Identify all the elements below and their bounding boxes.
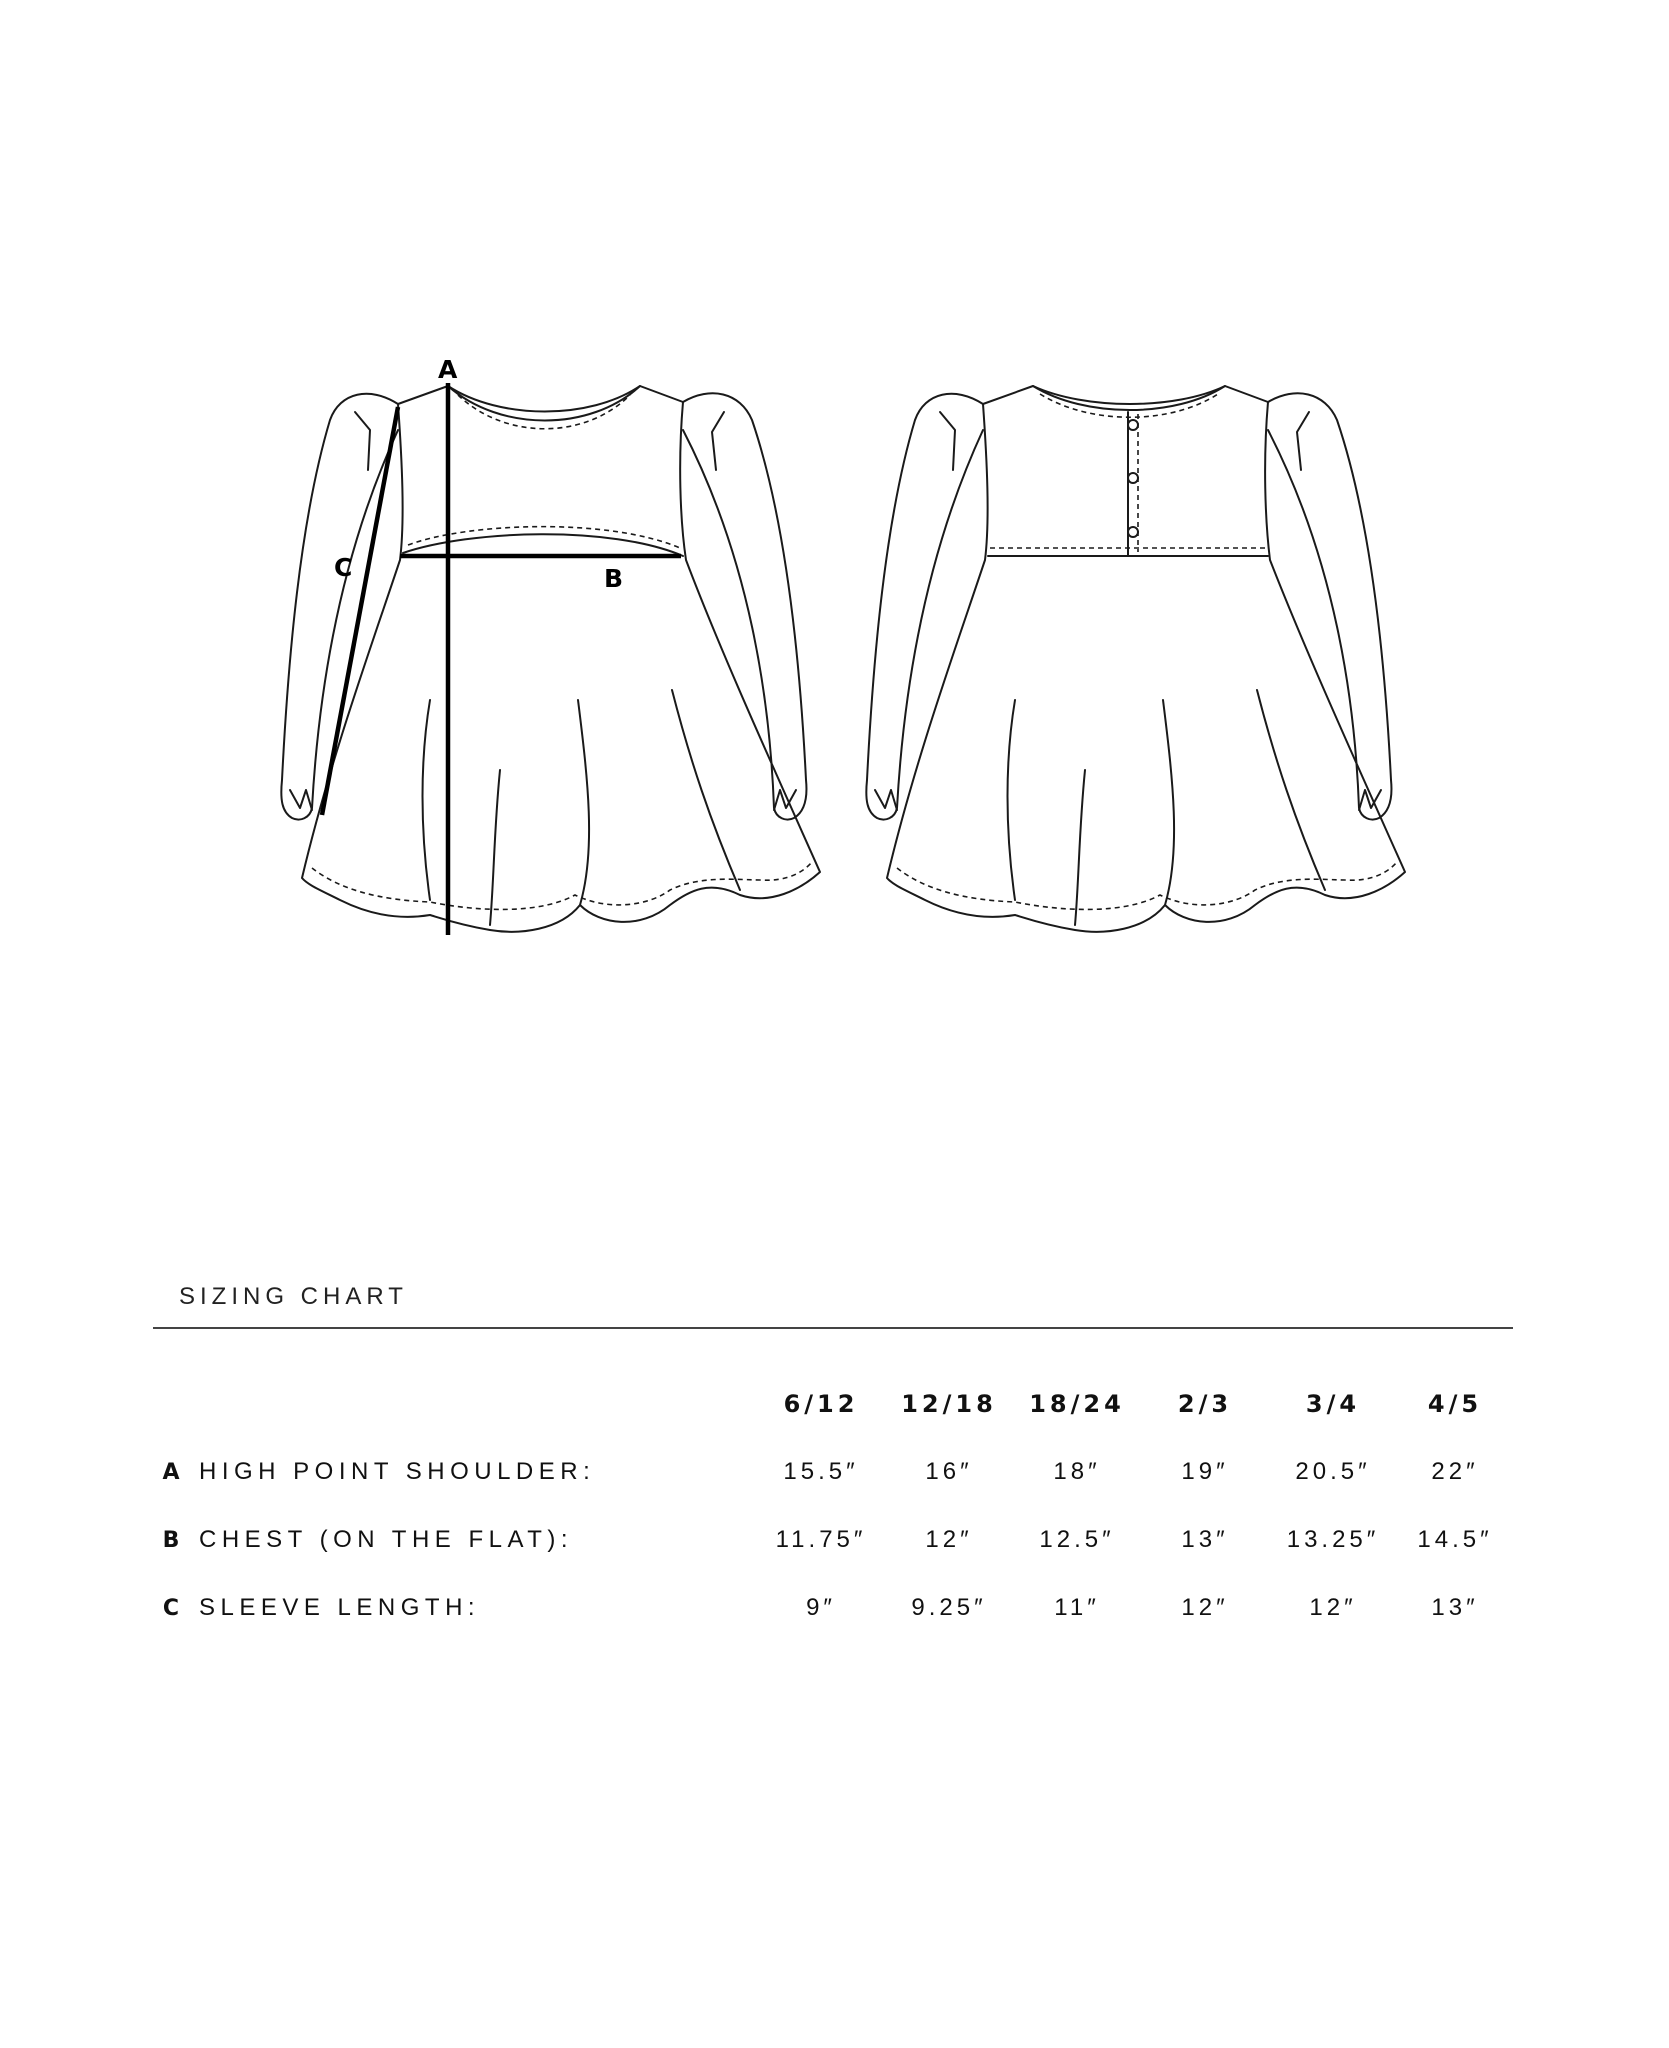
callout-c: C bbox=[334, 553, 353, 582]
button-icon bbox=[1128, 420, 1138, 430]
size-header: 3/4 bbox=[1305, 1390, 1361, 1418]
size-header: 18/24 bbox=[1029, 1390, 1125, 1418]
table-cell: 9″ bbox=[806, 1594, 836, 1621]
measurement-key: C bbox=[162, 1595, 180, 1621]
table-cell: 20.5″ bbox=[1295, 1458, 1371, 1485]
measurement-key: B bbox=[162, 1527, 180, 1553]
button-icon bbox=[1128, 527, 1138, 537]
table-cell: 12″ bbox=[925, 1526, 973, 1553]
measurement-label: CHEST (ON THE FLAT): bbox=[199, 1526, 574, 1553]
table-cell: 13″ bbox=[1181, 1526, 1229, 1553]
table-cell: 13.25″ bbox=[1286, 1526, 1380, 1553]
measurement-key: A bbox=[162, 1459, 180, 1485]
table-cell: 11″ bbox=[1054, 1594, 1100, 1621]
measurement-label: HIGH POINT SHOULDER: bbox=[199, 1458, 596, 1485]
table-cell: 18″ bbox=[1053, 1458, 1101, 1485]
table-cell: 16″ bbox=[925, 1458, 973, 1485]
table-cell: 12.5″ bbox=[1039, 1526, 1115, 1553]
size-header: 6/12 bbox=[783, 1390, 859, 1418]
size-header: 2/3 bbox=[1177, 1390, 1233, 1418]
table-header-row bbox=[153, 1370, 1513, 1438]
measure-line-c bbox=[322, 407, 398, 815]
size-header: 12/18 bbox=[901, 1390, 997, 1418]
callout-a: A bbox=[438, 355, 458, 384]
table-row bbox=[153, 1506, 1513, 1574]
table-cell: 11.75″ bbox=[775, 1526, 867, 1553]
table-cell: 22″ bbox=[1431, 1458, 1479, 1485]
table-cell: 14.5″ bbox=[1417, 1526, 1493, 1553]
table-row bbox=[153, 1574, 1513, 1642]
button-icon bbox=[1128, 473, 1138, 483]
size-header: 4/5 bbox=[1427, 1390, 1483, 1418]
table-row bbox=[153, 1438, 1513, 1506]
back-view-sketch bbox=[866, 386, 1405, 932]
sizing-chart-title: SIZING CHART bbox=[179, 1283, 408, 1310]
table-cell: 15.5″ bbox=[783, 1458, 859, 1485]
table-cell: 9.25″ bbox=[911, 1594, 987, 1621]
table-cell: 19″ bbox=[1181, 1458, 1229, 1485]
table-cell: 13″ bbox=[1431, 1594, 1479, 1621]
front-view-sketch bbox=[281, 355, 820, 935]
sizing-table bbox=[153, 1370, 1513, 1642]
table-cell: 12″ bbox=[1309, 1594, 1357, 1621]
table-cell: 12″ bbox=[1181, 1594, 1229, 1621]
measurement-label: SLEEVE LENGTH: bbox=[199, 1594, 481, 1621]
callout-b: B bbox=[604, 564, 624, 593]
divider bbox=[153, 1327, 1513, 1329]
